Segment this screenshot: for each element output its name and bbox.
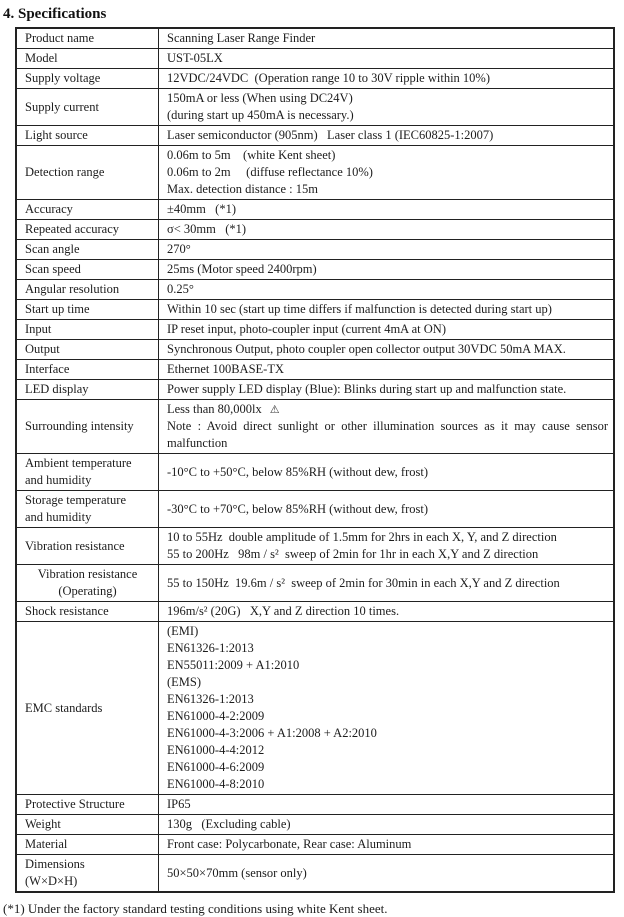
table-row bbox=[16, 835, 614, 855]
spec-label: Shock resistance bbox=[16, 602, 159, 622]
spec-value: 196m/s² (20G) X,Y and Z direction 10 times. bbox=[159, 602, 615, 622]
table-row bbox=[16, 280, 614, 300]
spec-label: Output bbox=[16, 340, 159, 360]
spec-value: 55 to 150Hz 19.6m / s² sweep of 2min for 30min in each X,Y and Z direction bbox=[159, 565, 615, 602]
spec-value: IP65 bbox=[159, 795, 615, 815]
page-title: 4. Specifications bbox=[3, 6, 107, 22]
spec-label: Product name bbox=[16, 28, 159, 49]
table-row bbox=[16, 28, 614, 49]
table-row bbox=[16, 454, 614, 491]
spec-label: Supply current bbox=[16, 89, 159, 126]
table-row bbox=[16, 360, 614, 380]
spec-label: Input bbox=[16, 320, 159, 340]
spec-value: 50×50×70mm (sensor only) bbox=[159, 855, 615, 893]
spec-value: Power supply LED display (Blue): Blinks during start up and malfunction state. bbox=[159, 380, 615, 400]
warning-triangle-icon: ⚠ bbox=[269, 403, 280, 416]
table-row bbox=[16, 855, 614, 893]
table-row bbox=[16, 300, 614, 320]
spec-label: Vibration resistance bbox=[16, 528, 159, 565]
spec-value: 150mA or less (When using DC24V) (during start up 450mA is necessary.) bbox=[159, 89, 615, 126]
spec-value: 12VDC/24VDC (Operation range 10 to 30V ripple within 10%) bbox=[159, 69, 615, 89]
table-row bbox=[16, 400, 614, 454]
spec-label: Scan angle bbox=[16, 240, 159, 260]
spec-label: Weight bbox=[16, 815, 159, 835]
table-row bbox=[16, 602, 614, 622]
table-row bbox=[16, 320, 614, 340]
table-row bbox=[16, 126, 614, 146]
spec-label: Interface bbox=[16, 360, 159, 380]
spec-label: Scan speed bbox=[16, 260, 159, 280]
spec-label: Storage temperature and humidity bbox=[16, 491, 159, 528]
spec-value: UST-05LX bbox=[159, 49, 615, 69]
table-row bbox=[16, 380, 614, 400]
spec-label: Start up time bbox=[16, 300, 159, 320]
spec-value: Less than 80,000lx ⚠ Note : Avoid direct sunlight or other illumination sources as it may cause sensor malfunction bbox=[159, 400, 615, 454]
spec-value: Synchronous Output, photo coupler open collector output 30VDC 50mA MAX. bbox=[159, 340, 615, 360]
spec-value: (EMI) EN61326-1:2013 EN55011:2009 + A1:2010 (EMS) EN61326-1:2013 EN61000-4-2:2009 EN61000-4-3:2006 + A1:2008 + A2:2010 EN61000-4-4:2012 EN61000-4-6:2009 EN61000-4-8:2010 bbox=[159, 622, 615, 795]
table-row bbox=[16, 146, 614, 200]
spec-value: 130g (Excluding cable) bbox=[159, 815, 615, 835]
spec-label: Angular resolution bbox=[16, 280, 159, 300]
spec-label: Light source bbox=[16, 126, 159, 146]
table-row bbox=[16, 795, 614, 815]
spec-value: 0.06m to 5m (white Kent sheet) 0.06m to 2m (diffuse reflectance 10%) Max. detection distance : 15m bbox=[159, 146, 615, 200]
table-row bbox=[16, 49, 614, 69]
spec-value: 270° bbox=[159, 240, 615, 260]
spec-label: Repeated accuracy bbox=[16, 220, 159, 240]
spec-value: Ethernet 100BASE-TX bbox=[159, 360, 615, 380]
spec-value: Front case: Polycarbonate, Rear case: Aluminum bbox=[159, 835, 615, 855]
spec-value: Laser semiconductor (905nm) Laser class 1 (IEC60825-1:2007) bbox=[159, 126, 615, 146]
spec-label: Ambient temperature and humidity bbox=[16, 454, 159, 491]
spec-value: 10 to 55Hz double amplitude of 1.5mm for 2hrs in each X, Y, and Z direction 55 to 200Hz 98m / s² sweep of 2min for 1hr in each X,Y and Z direction bbox=[159, 528, 615, 565]
table-row bbox=[16, 528, 614, 565]
spec-table-body bbox=[16, 28, 614, 892]
table-row bbox=[16, 89, 614, 126]
spec-label: LED display bbox=[16, 380, 159, 400]
footnote: (*1) Under the factory standard testing conditions using white Kent sheet. bbox=[3, 901, 388, 916]
spec-value: Within 10 sec (start up time differs if malfunction is detected during start up) bbox=[159, 300, 615, 320]
spec-label: Protective Structure bbox=[16, 795, 159, 815]
spec-value: Scanning Laser Range Finder bbox=[159, 28, 615, 49]
specifications-table bbox=[15, 27, 615, 893]
table-row bbox=[16, 622, 614, 795]
spec-label: EMC standards bbox=[16, 622, 159, 795]
table-row bbox=[16, 815, 614, 835]
spec-label: Supply voltage bbox=[16, 69, 159, 89]
spec-value: -10°C to +50°C, below 85%RH (without dew, frost) bbox=[159, 454, 615, 491]
table-row bbox=[16, 69, 614, 89]
spec-label: Model bbox=[16, 49, 159, 69]
table-row bbox=[16, 491, 614, 528]
table-row bbox=[16, 260, 614, 280]
spec-value: σ< 30mm (*1) bbox=[159, 220, 615, 240]
spec-value: 25ms (Motor speed 2400rpm) bbox=[159, 260, 615, 280]
spec-label: Dimensions (W×D×H) bbox=[16, 855, 159, 893]
table-row bbox=[16, 565, 614, 602]
spec-label: Material bbox=[16, 835, 159, 855]
spec-value: -30°C to +70°C, below 85%RH (without dew, frost) bbox=[159, 491, 615, 528]
spec-value: ±40mm (*1) bbox=[159, 200, 615, 220]
table-row bbox=[16, 220, 614, 240]
spec-value: IP reset input, photo-coupler input (current 4mA at ON) bbox=[159, 320, 615, 340]
table-row bbox=[16, 240, 614, 260]
table-row bbox=[16, 340, 614, 360]
spec-label: Accuracy bbox=[16, 200, 159, 220]
spec-label: Vibration resistance (Operating) bbox=[16, 565, 159, 602]
spec-label: Surrounding intensity bbox=[16, 400, 159, 454]
table-row bbox=[16, 200, 614, 220]
spec-value: 0.25° bbox=[159, 280, 615, 300]
spec-label: Detection range bbox=[16, 146, 159, 200]
